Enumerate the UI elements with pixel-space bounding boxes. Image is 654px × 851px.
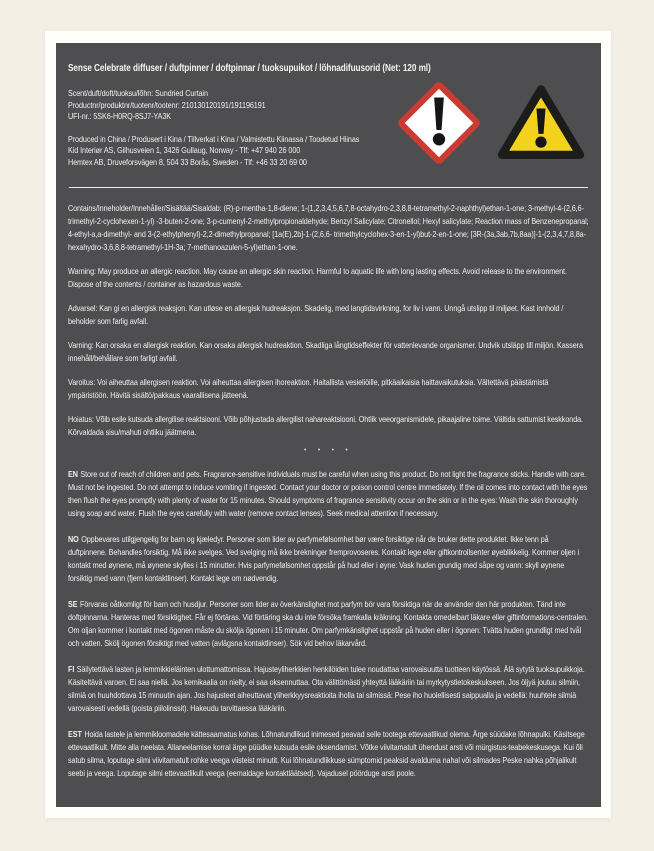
scent-line: Scent/duft/doft/tuoksu/lõhn: Sundried Curtain	[68, 88, 208, 98]
contains-statement: Contains/Inneholder/Innehåller/Sisältää/Sisaldab: (R)-p-mentha-1,8-diene; 1-(1,2,3,4,5,6,7,8-octahydro-2,3,8,8-tetramethyl-2-naphthyl)ethan-1-one; 3-methyl-4-(2,6,6-trimethyl-2-cyclohexen-1-yl) -3-buten-2-one; 3-p-cumenyl-2-methylpropionaldehyde; Benzyl Salicylate; Citronellol; Hexyl salicylate; Reaction mass of Benzenepropanal; 4-ethyl-a,a-dimethyl- and 3-(2-ethylphenyl)-2,2-dimethylpropanal; [1a(E),2b]-1-(2,6,6- trimethylcyclohex-3-en-1-yl)but-2-en-1-one; [3R-(3a,3ab,7b,8aa)]-1-(2,3,4,7,8,8a-hexahydro-3,6,8,8-tetramethyl-1H-3a; 7-methanoazulen-5-yl)ethan-1-one.	[68, 203, 589, 252]
language-code-fi: FI	[68, 664, 75, 674]
divider-line	[69, 187, 588, 188]
product-title: Sense Celebrate diffuser / duftpinner / doftpinnar / tuoksupuikot / lõhnadifuusorid (Net: 120 ml)	[68, 63, 431, 74]
language-code-se: SE	[68, 599, 78, 609]
language-code-en: EN	[68, 469, 78, 479]
origin-line: Produced in China / Produsert i Kina / Tillverkat i Kina / Valmistettu Kiinassa / Toodetud Hiinas	[68, 133, 360, 144]
label-content	[68, 63, 589, 780]
usage-text-fi: Säilytettävä lasten ja lemmikkieläinten ulottumattomissa. Hajusteyliherkkien henkilöiden tulee noudattaa varovaisuutta tuotteen käytössä. Älä sytytä tuoksupuikkoja. Käsiteltävä varoen. Ei saa niellä. Jos kemikaalia on nielty, ei saa oksennuttaa. Ota välittömästi yhteyttä lääkäriin tai myrkytystietokeskukseen. Jos öljyä joutuu silmiin, silmiä on huuhdottava 15 minuutin ajan. Jos hajusteet aiheuttavat yliherkkyysreaktioita iholla tai silmissä: Pese iho huolellisesti saippualla ja vedellä: huuhtele silmiä varovaisesti vedellä (poista piilolinssit). Hakeudu tarvittaessa lääkäriin.	[68, 664, 585, 713]
usage-text-est: Hoida lastele ja lemmikloomadele kättesaamatus kohas. Lõhnatundlikud inimesed peavad selle tootega ettevaatlikud olema. Ärge süüdake lõhnapulki. Käsitsege ettevaatlikult. Mitte alla neelata. Allaneelamise korral ärge püüdke kutsuda esile oksendamist. Võtke viivitamatult ühendust arsti või mürgistus-teabekeskusega. Kui õli satub silma, loputage silmi viivitamatult rohke veega viisteist minutit. Kui lõhnatundlikkuse sümptomid peaksid avalduma nahal või silmades Peske nahka põhjalikult seebi ja veega. Loputage silmi ettevaatlikult veega (eemaldage kontaktläätsed). Vajadusel pöörduge arsti poole.	[68, 729, 585, 778]
product-info-block	[68, 88, 429, 123]
product-number-line: Productnr/produktnr/tuotenr/tootenr: 210130120191/191196191	[68, 99, 266, 110]
usage-text-no: Oppbevares utilgjengelig for barn og kjæledyr. Personer som lider av parfymefølsomhet bør være forsiktige når de bruker dette produktet. Ikke tenn på duftpinnene. Behandles forsiktig. Må ikke svelges. Ved svelging må ikke brekninger fremprovoseres. Kontakt lege eller giftkontrollsenter øyeblikkelig. Kommer oljen i kontakt med øynene, må øynene skylles i 15 minutter. Hvis parfymefølsomhet oppstår på hud eller i øyne: Vask huden grundig med såpe og vann: skyll øynene forsiktig med vann (fjern kontaktlinser). Kontakt lege om nødvendig.	[68, 534, 579, 583]
manufacturer-block	[68, 134, 429, 169]
manufacturer-sweden-line: Hemtex AB, Druveforsvägen 8, 504 33 Borås, Sweden - Tlf: +46 33 20 69 00	[68, 156, 307, 167]
hazard-statement-finnish: Varoitus: Voi aiheuttaa allergisen reaktion. Voi aiheuttaa allergisen ihoreaktion. Haitallista vesieliöille, pitkäaikaisia haittavaikutuksia. Vältettävä päästämistä ympäristöön. Hävitä sisältö/pakkaus vaarallisena jätteenä.	[68, 377, 549, 400]
manufacturer-norway-line: Kid Interiør AS, Gilhusveien 1, 3426 Gullaug, Norway - Tlf: +47 940 26 000	[68, 145, 301, 155]
hazard-statement-estonian: Hoiatus: Võib esile kutsuda allergilise reaktsiooni. Võib põhjustada allergilist nahareaktsiooni. Ohtlik veeorganismidele, pikaajaline toime. Vältida sattumist keskkonda. Kõrvaldada sisu/mahuti ohtliku jäätmena.	[68, 414, 583, 437]
usage-instructions-se	[68, 598, 589, 650]
usage-instructions-en	[68, 468, 589, 520]
usage-instructions-est	[68, 728, 589, 780]
label-sheet	[45, 31, 611, 818]
product-label	[56, 43, 601, 807]
usage-instructions-fi	[68, 663, 589, 715]
usage-text-en: Store out of reach of children and pets. Fragrance-sensitive individuals must be careful when using this product. Do not light the fragrance sticks. Handle with care. Must not be ingested. Do not attempt to induce vomiting if ingested. Contact your doctor or poison control centre immediately. If the oil comes into contact with the eyes then flush the eyes promptly with plenty of water for 15 minutes. Should symptoms of fragrance sensitivity occur on the skin or in the eyes: Wash the skin thoroughly using soap and water. Flush the eyes carefully with water (remove contact lenses). Seek medical attention if necessary.	[68, 469, 588, 518]
section-separator-dots: • • • •	[304, 447, 353, 454]
usage-instructions-no	[68, 533, 589, 585]
language-code-no: NO	[68, 534, 79, 544]
language-code-est: EST	[68, 729, 82, 739]
usage-text-se: Förvaras oåtkomligt för barn och husdjur. Personer som lider av överkänslighet mot parfym bör vara försiktiga när de använder den här produkten. Tänd inte doftpinnarna. Hanteras med försiktighet. Får ej förtäras. Vid förtäring ska du inte försöka framkalla kräkning. Kontakta omedelbart läkare eller giftinformations-centralen. Om oljan kommer i kontakt med ögonen måste du skölja ögonen i 15 minuter. Om parfymkänslighet uppstår på huden eller i ögonen: Tvätta huden grundligt med tvål och vatten. Skölj ögonen försiktigt med vatten (avlägsna kontaktlinser). Sök vid behov läkarvård.	[68, 599, 588, 648]
ufi-line: UFI-nr.: 5SK6-H0RQ-8SJ7-YA3K	[68, 111, 172, 121]
hazard-statement-english: Warning: May produce an allergic reaction. May cause an allergic skin reaction. Harmful to aquatic life with long lasting effects. Avoid release to the environment. Dispose of the contents / container as hazardous waste.	[68, 266, 567, 289]
hazard-statement-swedish: Varning: Kan orsaka en allergisk reaktion. Kan orsaka allergisk hudreaktion. Skadliga långtidseffekter för vattenlevande organismer. Undvik utsläpp till miljön. Kassera innehåll/behållare som farligt avfall.	[68, 340, 583, 363]
hazard-statement-norwegian: Advarsel: Kan gi en allergisk reaksjon. Kan utløse en allergisk hudreaksjon. Skadelig, med langtidsvirkning, for liv i vann. Unngå utslipp til miljøet. Kast innhold / beholder som farlig avfall.	[68, 303, 564, 326]
